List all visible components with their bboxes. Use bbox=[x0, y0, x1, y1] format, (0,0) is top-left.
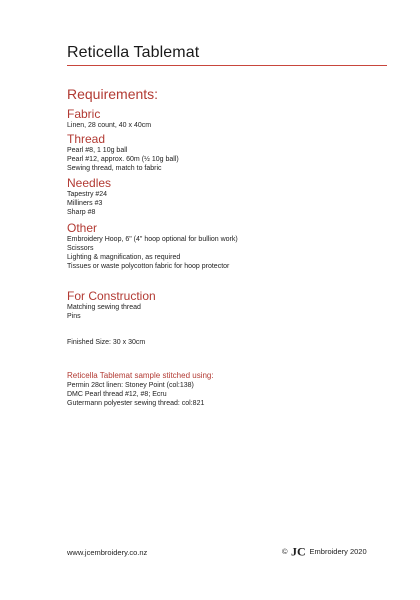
fabric-line: Linen, 28 count, 40 x 40cm bbox=[67, 122, 152, 129]
svg-text:C: C bbox=[296, 545, 305, 557]
needles-section bbox=[67, 177, 111, 217]
copyright-symbol: © bbox=[282, 546, 288, 556]
other-line: Tissues or waste polycotton fabric for hoop protector bbox=[67, 263, 230, 270]
needles-heading: Needles bbox=[67, 176, 112, 190]
jc-logo-mark bbox=[291, 545, 307, 557]
footer-brand bbox=[282, 545, 367, 557]
page-title: Reticella Tablemat bbox=[67, 44, 200, 61]
sample-heading: Reticella Tablemat sample stitched using: bbox=[67, 371, 214, 380]
fabric-section bbox=[67, 108, 151, 130]
needles-line: Sharp #8 bbox=[67, 209, 96, 216]
other-section bbox=[67, 222, 238, 271]
thread-heading: Thread bbox=[67, 132, 106, 146]
svg-text:J: J bbox=[290, 545, 296, 557]
thread-section bbox=[67, 133, 179, 173]
requirements-heading: Requirements: bbox=[67, 86, 159, 102]
thread-line: Sewing thread, match to fabric bbox=[67, 165, 162, 172]
sample-line: DMC Pearl thread #12, #8; Ecru bbox=[67, 391, 167, 398]
title-divider bbox=[67, 65, 387, 66]
needles-line: Tapestry #24 bbox=[67, 191, 108, 198]
sample-line: Gutermann polyester sewing thread: col:821 bbox=[67, 400, 205, 407]
jc-logo-icon bbox=[291, 545, 307, 557]
needles-line: Milliners #3 bbox=[67, 200, 103, 207]
construction-heading: For Construction bbox=[67, 289, 156, 303]
other-line: Embroidery Hoop, 6" (4" hoop optional for bullion work) bbox=[67, 236, 238, 243]
construction-section bbox=[67, 290, 156, 347]
finished-size: Finished Size: 30 x 30cm bbox=[67, 339, 146, 346]
brand-text: Embroidery 2020 bbox=[309, 546, 367, 556]
construction-line: Matching sewing thread bbox=[67, 304, 141, 311]
other-line: Scissors bbox=[67, 245, 94, 252]
sample-section bbox=[67, 371, 214, 408]
thread-line: Pearl #12, approx. 60m (½ 10g ball) bbox=[67, 156, 179, 163]
construction-line: Pins bbox=[67, 313, 81, 320]
website-link[interactable]: www.jcembroidery.co.nz bbox=[67, 548, 148, 557]
sample-line: Permin 28ct linen: Stoney Point (col:138) bbox=[67, 382, 194, 389]
fabric-heading: Fabric bbox=[67, 107, 101, 121]
other-line: Lighting & magnification, as required bbox=[67, 254, 181, 261]
other-heading: Other bbox=[67, 221, 98, 235]
thread-line: Pearl #8, 1 10g ball bbox=[67, 147, 128, 154]
